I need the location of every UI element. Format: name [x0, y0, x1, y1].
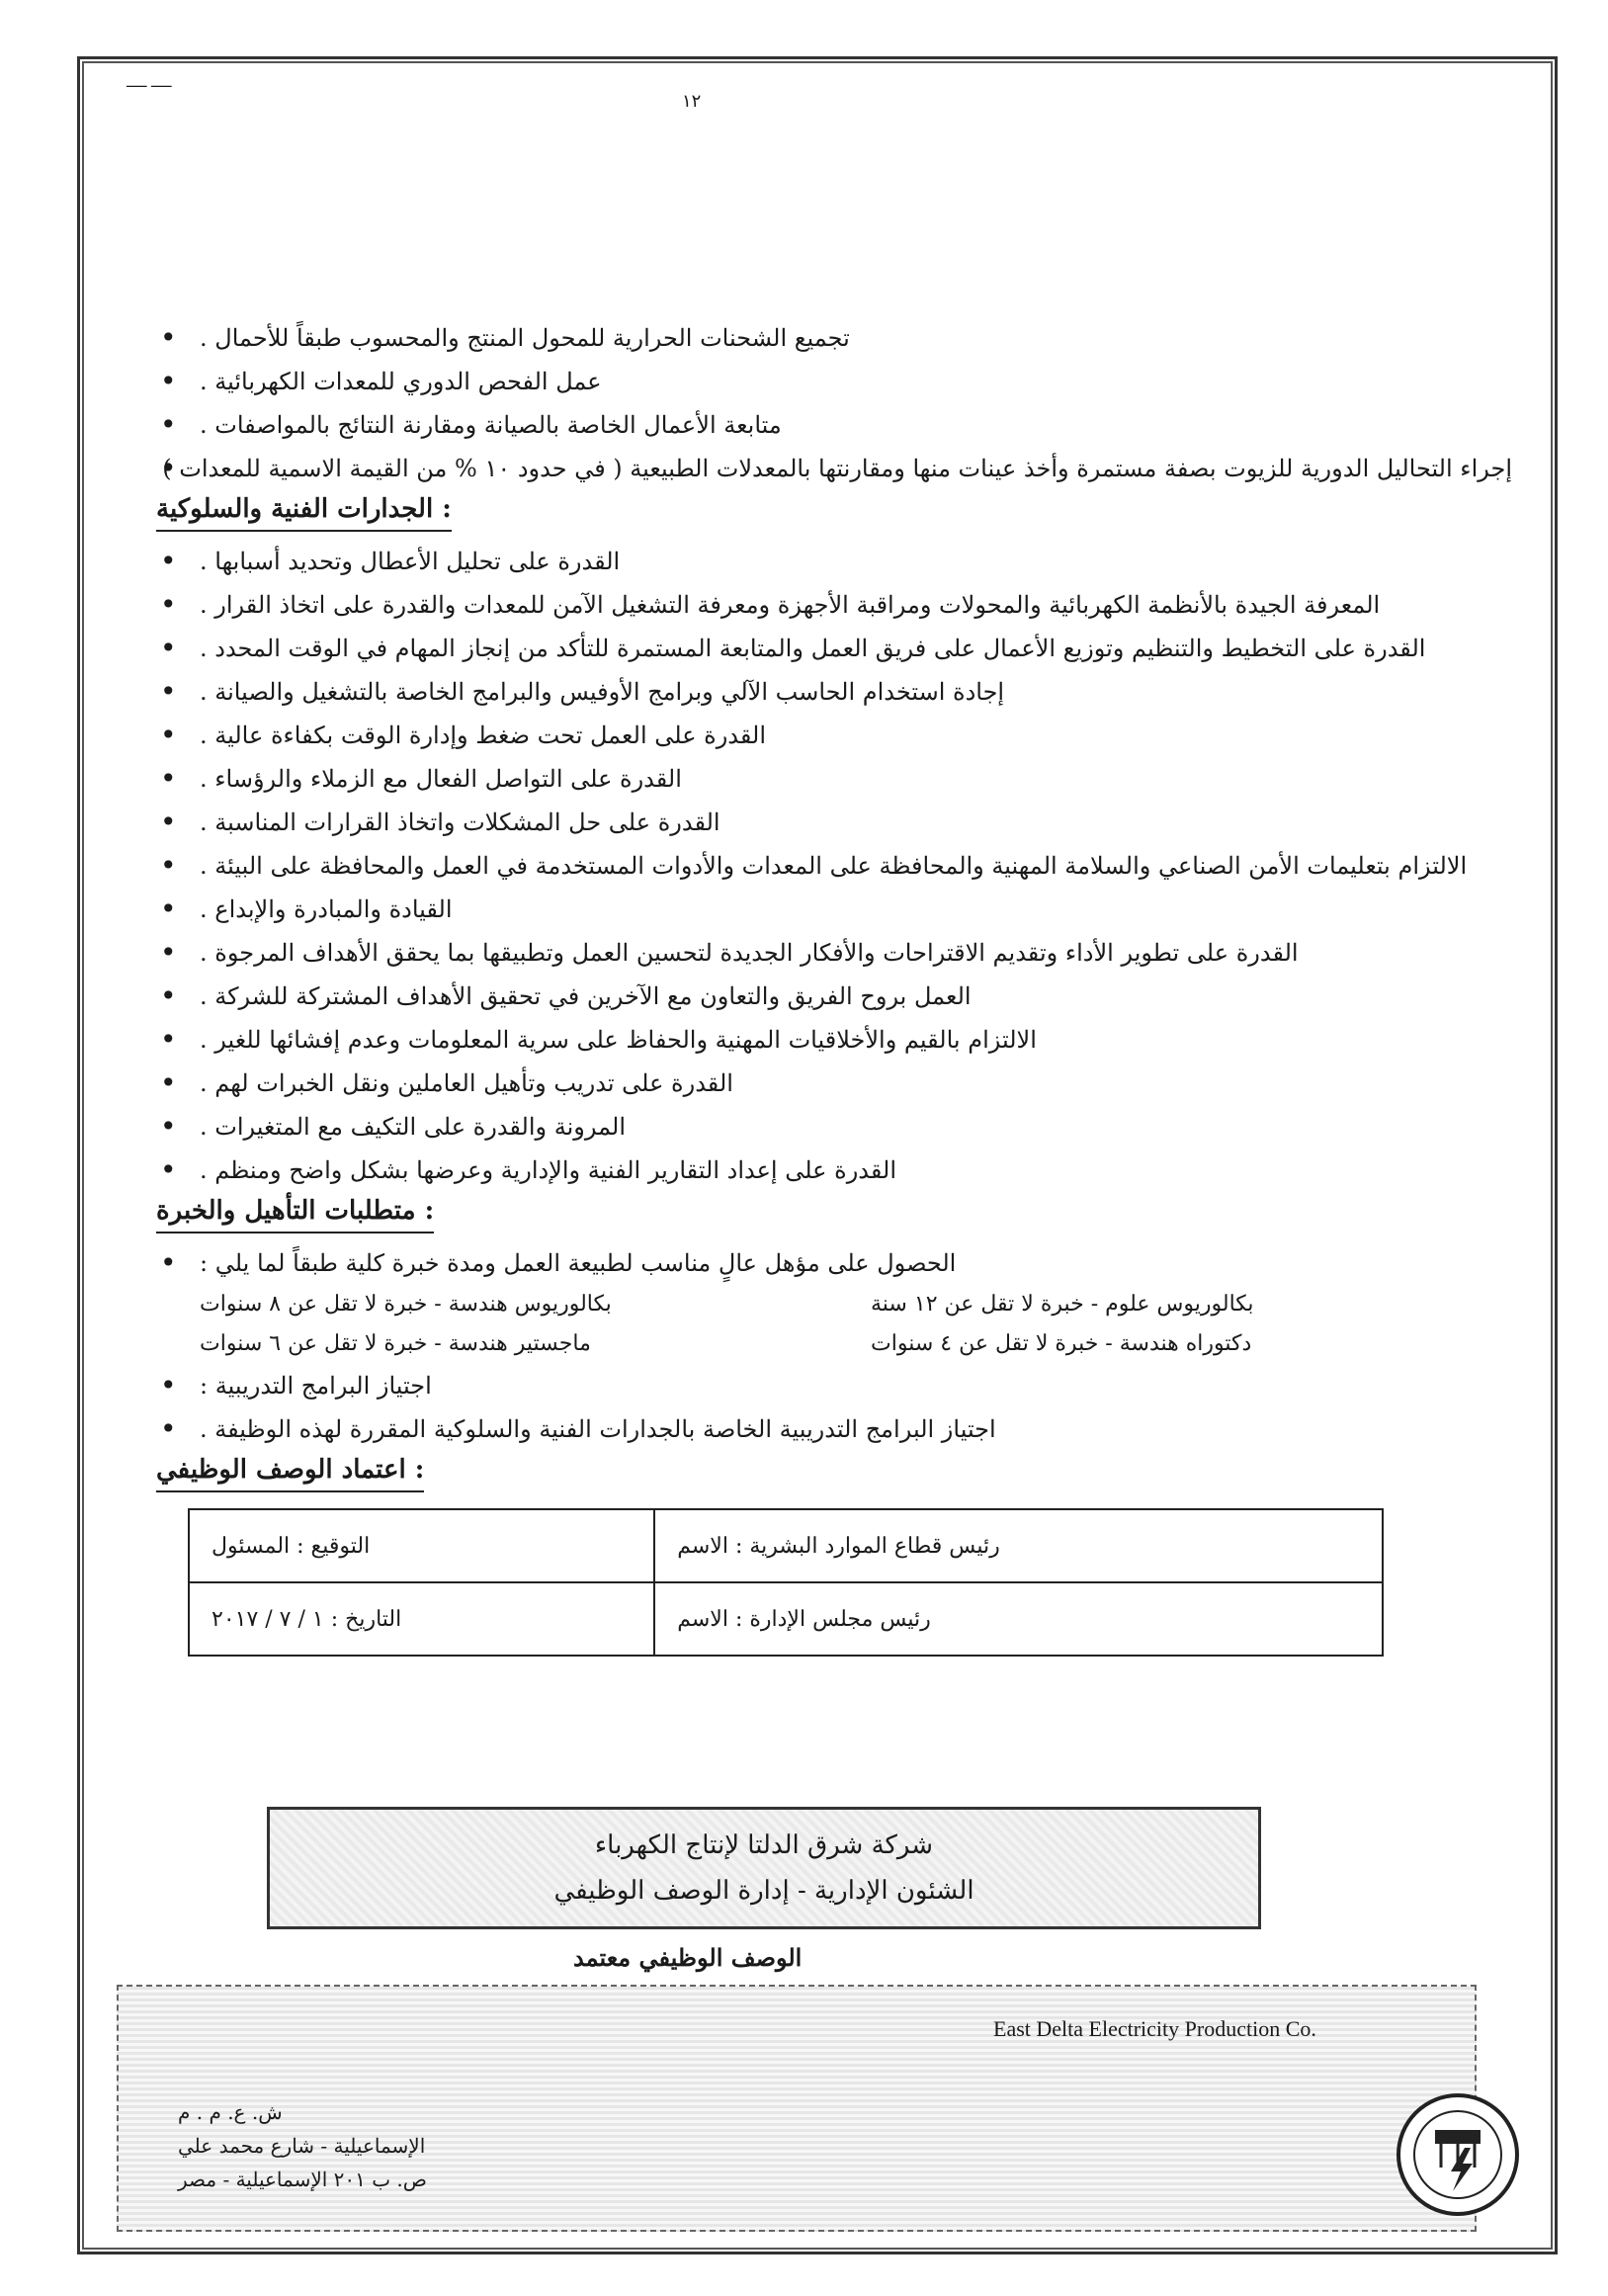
- list-item: • عمل الفحص الدوري للمعدات الكهربائية .: [148, 360, 1512, 403]
- training-bullets: [148, 1364, 1512, 1451]
- list-item: • الالتزام بالقيم والأخلاقيات المهنية والحفاظ على سرية المعلومات وعدم إفشائها للغير .: [148, 1018, 1512, 1062]
- grid-cell: بكالوريوس هندسة - خبرة لا تقل عن ٨ سنوات: [200, 1292, 612, 1317]
- corner-mark: ـــــ ـــــ: [127, 75, 172, 91]
- list-item: • الالتزام بتعليمات الأمن الصناعي والسلامة المهنية والمحافظة على المعدات والأدوات المستخدمة في العمل والمحافظة على البيئة .: [148, 844, 1512, 888]
- list-item: • المرونة والقدرة على التكيف مع المتغيرات .: [148, 1105, 1512, 1148]
- list-item: • المعرفة الجيدة بالأنظمة الكهربائية والمحولات ومراقبة الأجهزة ومعرفة التشغيل الآمن للمعدات والقدرة على اتخاذ القرار .: [148, 583, 1512, 627]
- qualification-bullets: [148, 1241, 1512, 1285]
- list-item: • القدرة على تدريب وتأهيل العاملين ونقل الخبرات لهم .: [148, 1062, 1512, 1105]
- table-cell: التاريخ : ١ / ٧ / ٢٠١٧: [189, 1582, 654, 1656]
- address-line: ش. ع. م . م: [178, 2100, 283, 2124]
- list-item: • اجتياز البرامج التدريبية :: [148, 1364, 1512, 1407]
- list-item: • متابعة الأعمال الخاصة بالصيانة ومقارنة النتائج بالمواصفات .: [148, 403, 1512, 447]
- address-line: ص. ب ٢٠١ الإسماعيلية - مصر: [178, 2168, 427, 2191]
- company-address: [178, 2095, 427, 2196]
- list-item: • القدرة على تطوير الأداء وتقديم الاقتراحات والأفكار الجديدة لتحسين العمل وتطبيقها بما يحقق الأهداف المرجوة .: [148, 931, 1512, 975]
- list-item: • القدرة على التواصل الفعال مع الزملاء والرؤساء .: [148, 757, 1512, 801]
- address-line: الإسماعيلية - شارع محمد علي: [178, 2134, 426, 2158]
- list-item: • القدرة على حل المشكلات واتخاذ القرارات المناسبة .: [148, 801, 1512, 844]
- stamp-line: الشئون الإدارية - إدارة الوصف الوظيفي: [553, 1876, 974, 1906]
- page-number: ١٢: [682, 91, 702, 112]
- top-bullets: [148, 316, 1512, 490]
- company-seal-icon: [1394, 2090, 1522, 2219]
- list-item: • الحصول على مؤهل عالٍ مناسب لطبيعة العمل ومدة خبرة كلية طبقاً لما يلي :: [148, 1241, 1512, 1285]
- stamp-line: شركة شرق الدلتا لإنتاج الكهرباء: [594, 1830, 934, 1860]
- grid-cell: دكتوراه هندسة - خبرة لا تقل عن ٤ سنوات: [871, 1331, 1252, 1356]
- company-name: East Delta Electricity Production Co.: [993, 2016, 1316, 2041]
- document-body: [148, 316, 1512, 1657]
- approval-table: [188, 1508, 1384, 1657]
- approval-note: الوصف الوظيفي معتمد: [573, 1943, 803, 1972]
- section-title-qualifications: متطلبات التأهيل والخبرة :: [156, 1196, 434, 1233]
- list-item: • العمل بروح الفريق والتعاون مع الآخرين في تحقيق الأهداف المشتركة للشركة .: [148, 975, 1512, 1018]
- qualification-grid: [148, 1285, 1512, 1364]
- list-item: • اجتياز البرامج التدريبية الخاصة بالجدارات الفنية والسلوكية المقررة لهذه الوظيفة .: [148, 1407, 1512, 1451]
- section-title-approval: اعتماد الوصف الوظيفي :: [156, 1455, 424, 1492]
- list-item: • إجادة استخدام الحاسب الآلي وبرامج الأوفيس والبرامج الخاصة بالتشغيل والصيانة .: [148, 670, 1512, 714]
- grid-cell: بكالوريوس علوم - خبرة لا تقل عن ١٢ سنة: [871, 1292, 1254, 1317]
- section-title-competencies: الجدارات الفنية والسلوكية :: [156, 494, 452, 532]
- list-item: • القدرة على التخطيط والتنظيم وتوزيع الأعمال على فريق العمل والمتابعة المستمرة للتأكد من إنجاز المهام في الوقت المحدد .: [148, 627, 1512, 670]
- footer: [117, 1985, 1477, 2232]
- list-item: • القيادة والمبادرة والإبداع .: [148, 888, 1512, 931]
- table-cell: رئيس قطاع الموارد البشرية : الاسم: [654, 1509, 1383, 1582]
- list-item: • القدرة على العمل تحت ضغط وإدارة الوقت بكفاءة عالية .: [148, 714, 1512, 757]
- list-item: • القدرة على تحليل الأعطال وتحديد أسبابها .: [148, 540, 1512, 583]
- table-cell: رئيس مجلس الإدارة : الاسم: [654, 1582, 1383, 1656]
- list-item: • تجميع الشحنات الحرارية للمحول المنتج والمحسوب طبقاً للأحمال .: [148, 316, 1512, 360]
- approval-stamp: [267, 1807, 1261, 1929]
- list-item: • إجراء التحاليل الدورية للزيوت بصفة مستمرة وأخذ عينات منها ومقارنتها بالمعدلات الطبيعية ( في حدود ١٠ % من القيمة الاسمية للمعدات ): [148, 447, 1512, 490]
- table-cell: التوقيع : المسئول: [189, 1509, 654, 1582]
- competency-bullets: [148, 540, 1512, 1192]
- list-item: • القدرة على إعداد التقارير الفنية والإدارية وعرضها بشكل واضح ومنظم .: [148, 1148, 1512, 1192]
- grid-cell: ماجستير هندسة - خبرة لا تقل عن ٦ سنوات: [200, 1331, 591, 1356]
